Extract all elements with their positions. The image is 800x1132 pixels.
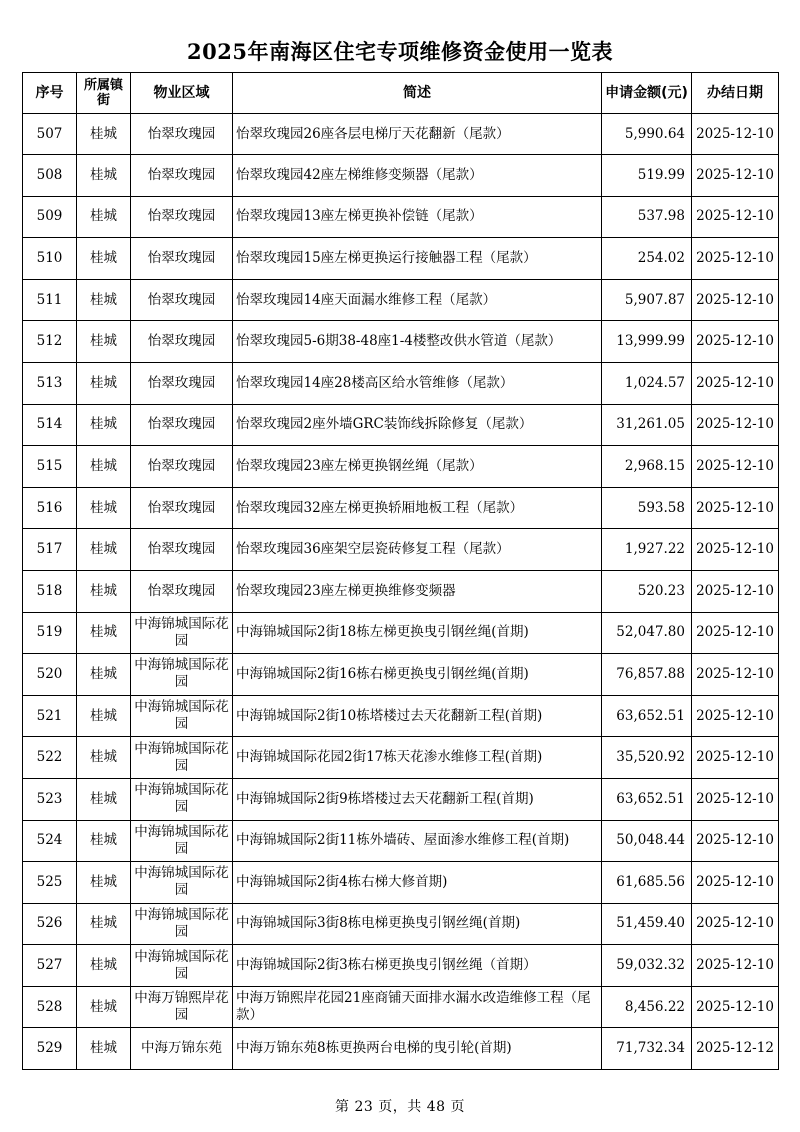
cell-desc: 中海锦城国际2街10栋塔楼过去天花翻新工程(首期) — [233, 695, 602, 737]
header-town: 所属镇街 — [77, 73, 131, 114]
cell-area: 中海锦城国际花园 — [131, 695, 233, 737]
cell-desc: 中海锦城国际2街3栋右梯更换曳引钢丝绳（首期） — [233, 945, 602, 987]
cell-no: 513 — [23, 362, 77, 404]
header-area: 物业区域 — [131, 73, 233, 114]
table-row — [23, 737, 779, 779]
cell-date: 2025-12-10 — [692, 529, 779, 571]
cell-no: 521 — [23, 695, 77, 737]
cell-area: 中海万锦熙岸花园 — [131, 986, 233, 1028]
cell-desc: 怡翠玫瑰园5-6期38-48座1-4楼整改供水管道（尾款） — [233, 321, 602, 363]
cell-no: 509 — [23, 196, 77, 238]
cell-no: 514 — [23, 404, 77, 446]
table-row — [23, 903, 779, 945]
table-row — [23, 820, 779, 862]
cell-amount: 71,732.34 — [602, 1028, 692, 1070]
table-row — [23, 612, 779, 654]
table-row — [23, 529, 779, 571]
cell-amount: 52,047.80 — [602, 612, 692, 654]
cell-desc: 中海万锦东苑8栋更换两台电梯的曳引轮(首期) — [233, 1028, 602, 1070]
cell-desc: 中海锦城国际2街11栋外墙砖、屋面渗水维修工程(首期) — [233, 820, 602, 862]
cell-town: 桂城 — [77, 487, 131, 529]
cell-no: 519 — [23, 612, 77, 654]
cell-amount: 1,927.22 — [602, 529, 692, 571]
cell-amount: 76,857.88 — [602, 654, 692, 696]
cell-amount: 63,652.51 — [602, 778, 692, 820]
header-date: 办结日期 — [692, 73, 779, 114]
cell-town: 桂城 — [77, 695, 131, 737]
cell-amount: 2,968.15 — [602, 446, 692, 488]
cell-date: 2025-12-10 — [692, 778, 779, 820]
cell-area: 中海锦城国际花园 — [131, 862, 233, 904]
cell-desc: 怡翠玫瑰园32座左梯更换轿厢地板工程（尾款） — [233, 487, 602, 529]
cell-no: 522 — [23, 737, 77, 779]
cell-amount: 5,907.87 — [602, 279, 692, 321]
table-row — [23, 654, 779, 696]
cell-date: 2025-12-10 — [692, 903, 779, 945]
table-row — [23, 446, 779, 488]
cell-amount: 13,999.99 — [602, 321, 692, 363]
cell-town: 桂城 — [77, 529, 131, 571]
cell-desc: 中海锦城国际花园2街17栋天花渗水维修工程(首期) — [233, 737, 602, 779]
data-table — [22, 72, 779, 1070]
cell-date: 2025-12-10 — [692, 612, 779, 654]
cell-desc: 中海锦城国际3街8栋电梯更换曳引钢丝绳(首期) — [233, 903, 602, 945]
cell-date: 2025-12-10 — [692, 737, 779, 779]
cell-town: 桂城 — [77, 238, 131, 280]
table-body — [23, 114, 779, 1070]
cell-desc: 中海锦城国际2街4栋右梯大修首期) — [233, 862, 602, 904]
cell-date: 2025-12-10 — [692, 570, 779, 612]
header-amount: 申请金额(元) — [602, 73, 692, 114]
cell-town: 桂城 — [77, 737, 131, 779]
cell-town: 桂城 — [77, 820, 131, 862]
cell-no: 510 — [23, 238, 77, 280]
cell-date: 2025-12-10 — [692, 820, 779, 862]
cell-date: 2025-12-10 — [692, 362, 779, 404]
cell-area: 中海锦城国际花园 — [131, 820, 233, 862]
cell-town: 桂城 — [77, 404, 131, 446]
cell-town: 桂城 — [77, 945, 131, 987]
cell-desc: 怡翠玫瑰园36座架空层瓷砖修复工程（尾款） — [233, 529, 602, 571]
header-desc: 简述 — [233, 73, 602, 114]
cell-no: 525 — [23, 862, 77, 904]
cell-area: 怡翠玫瑰园 — [131, 570, 233, 612]
cell-amount: 31,261.05 — [602, 404, 692, 446]
cell-area: 中海锦城国际花园 — [131, 778, 233, 820]
table-row — [23, 945, 779, 987]
cell-date: 2025-12-10 — [692, 695, 779, 737]
cell-desc: 中海万锦熙岸花园21座商铺天面排水漏水改造维修工程（尾款） — [233, 986, 602, 1028]
cell-date: 2025-12-10 — [692, 862, 779, 904]
cell-desc: 怡翠玫瑰园23座左梯更换钢丝绳（尾款） — [233, 446, 602, 488]
cell-amount: 5,990.64 — [602, 114, 692, 155]
cell-amount: 1,024.57 — [602, 362, 692, 404]
cell-amount: 8,456.22 — [602, 986, 692, 1028]
cell-area: 中海锦城国际花园 — [131, 903, 233, 945]
cell-town: 桂城 — [77, 570, 131, 612]
cell-no: 529 — [23, 1028, 77, 1070]
cell-date: 2025-12-10 — [692, 155, 779, 197]
cell-desc: 怡翠玫瑰园2座外墙GRC装饰线拆除修复（尾款） — [233, 404, 602, 446]
page-title: 2025年南海区住宅专项维修资金使用一览表 — [187, 39, 613, 64]
table-row — [23, 238, 779, 280]
table-row — [23, 155, 779, 197]
cell-town: 桂城 — [77, 903, 131, 945]
cell-area: 怡翠玫瑰园 — [131, 487, 233, 529]
cell-no: 507 — [23, 114, 77, 155]
cell-amount: 35,520.92 — [602, 737, 692, 779]
cell-amount: 254.02 — [602, 238, 692, 280]
cell-area: 怡翠玫瑰园 — [131, 362, 233, 404]
table-header-row — [23, 73, 779, 114]
cell-desc: 怡翠玫瑰园42座左梯维修变频器（尾款） — [233, 155, 602, 197]
cell-date: 2025-12-10 — [692, 986, 779, 1028]
cell-area: 中海锦城国际花园 — [131, 654, 233, 696]
cell-town: 桂城 — [77, 196, 131, 238]
cell-area: 怡翠玫瑰园 — [131, 321, 233, 363]
cell-town: 桂城 — [77, 986, 131, 1028]
cell-area: 怡翠玫瑰园 — [131, 446, 233, 488]
cell-no: 527 — [23, 945, 77, 987]
cell-town: 桂城 — [77, 279, 131, 321]
table-row — [23, 1028, 779, 1070]
cell-no: 511 — [23, 279, 77, 321]
cell-area: 怡翠玫瑰园 — [131, 404, 233, 446]
page-footer: 第 23 页，共 48 页 — [335, 1099, 465, 1115]
cell-town: 桂城 — [77, 1028, 131, 1070]
cell-no: 528 — [23, 986, 77, 1028]
table-row — [23, 487, 779, 529]
table-row — [23, 404, 779, 446]
cell-amount: 51,459.40 — [602, 903, 692, 945]
cell-amount: 63,652.51 — [602, 695, 692, 737]
cell-no: 512 — [23, 321, 77, 363]
cell-no: 520 — [23, 654, 77, 696]
cell-no: 517 — [23, 529, 77, 571]
cell-date: 2025-12-10 — [692, 945, 779, 987]
cell-no: 523 — [23, 778, 77, 820]
cell-desc: 怡翠玫瑰园23座左梯更换维修变频器 — [233, 570, 602, 612]
cell-date: 2025-12-10 — [692, 321, 779, 363]
cell-date: 2025-12-10 — [692, 238, 779, 280]
table-row — [23, 196, 779, 238]
cell-area: 中海锦城国际花园 — [131, 612, 233, 654]
cell-town: 桂城 — [77, 362, 131, 404]
cell-town: 桂城 — [77, 612, 131, 654]
table-row — [23, 279, 779, 321]
cell-date: 2025-12-10 — [692, 654, 779, 696]
cell-area: 中海锦城国际花园 — [131, 737, 233, 779]
cell-area: 怡翠玫瑰园 — [131, 529, 233, 571]
cell-town: 桂城 — [77, 155, 131, 197]
cell-date: 2025-12-12 — [692, 1028, 779, 1070]
table-row — [23, 321, 779, 363]
cell-town: 桂城 — [77, 862, 131, 904]
cell-amount: 61,685.56 — [602, 862, 692, 904]
cell-amount: 519.99 — [602, 155, 692, 197]
cell-area: 怡翠玫瑰园 — [131, 196, 233, 238]
cell-date: 2025-12-10 — [692, 114, 779, 155]
cell-date: 2025-12-10 — [692, 279, 779, 321]
table-row — [23, 778, 779, 820]
table-row — [23, 986, 779, 1028]
cell-area: 中海锦城国际花园 — [131, 945, 233, 987]
cell-town: 桂城 — [77, 446, 131, 488]
cell-date: 2025-12-10 — [692, 487, 779, 529]
cell-town: 桂城 — [77, 654, 131, 696]
cell-area: 怡翠玫瑰园 — [131, 155, 233, 197]
cell-no: 518 — [23, 570, 77, 612]
cell-date: 2025-12-10 — [692, 446, 779, 488]
cell-no: 508 — [23, 155, 77, 197]
cell-no: 524 — [23, 820, 77, 862]
header-no: 序号 — [23, 73, 77, 114]
cell-desc: 中海锦城国际2街9栋塔楼过去天花翻新工程(首期) — [233, 778, 602, 820]
cell-date: 2025-12-10 — [692, 404, 779, 446]
cell-area: 怡翠玫瑰园 — [131, 114, 233, 155]
cell-desc: 怡翠玫瑰园14座28楼高区给水管维修（尾款） — [233, 362, 602, 404]
cell-amount: 59,032.32 — [602, 945, 692, 987]
table-row — [23, 570, 779, 612]
cell-area: 怡翠玫瑰园 — [131, 279, 233, 321]
table-row — [23, 114, 779, 155]
cell-desc: 怡翠玫瑰园15座左梯更换运行接触器工程（尾款） — [233, 238, 602, 280]
cell-no: 526 — [23, 903, 77, 945]
cell-desc: 怡翠玫瑰园14座天面漏水维修工程（尾款） — [233, 279, 602, 321]
cell-no: 515 — [23, 446, 77, 488]
cell-desc: 怡翠玫瑰园13座左梯更换补偿链（尾款） — [233, 196, 602, 238]
cell-date: 2025-12-10 — [692, 196, 779, 238]
cell-amount: 520.23 — [602, 570, 692, 612]
cell-amount: 50,048.44 — [602, 820, 692, 862]
table-row — [23, 362, 779, 404]
table-row — [23, 862, 779, 904]
cell-town: 桂城 — [77, 114, 131, 155]
cell-amount: 593.58 — [602, 487, 692, 529]
table-row — [23, 695, 779, 737]
cell-area: 中海万锦东苑 — [131, 1028, 233, 1070]
cell-area: 怡翠玫瑰园 — [131, 238, 233, 280]
cell-town: 桂城 — [77, 778, 131, 820]
cell-no: 516 — [23, 487, 77, 529]
cell-amount: 537.98 — [602, 196, 692, 238]
cell-desc: 中海锦城国际2街16栋右梯更换曳引钢丝绳(首期) — [233, 654, 602, 696]
cell-town: 桂城 — [77, 321, 131, 363]
cell-desc: 怡翠玫瑰园26座各层电梯厅天花翻新（尾款） — [233, 114, 602, 155]
cell-desc: 中海锦城国际2街18栋左梯更换曳引钢丝绳(首期) — [233, 612, 602, 654]
